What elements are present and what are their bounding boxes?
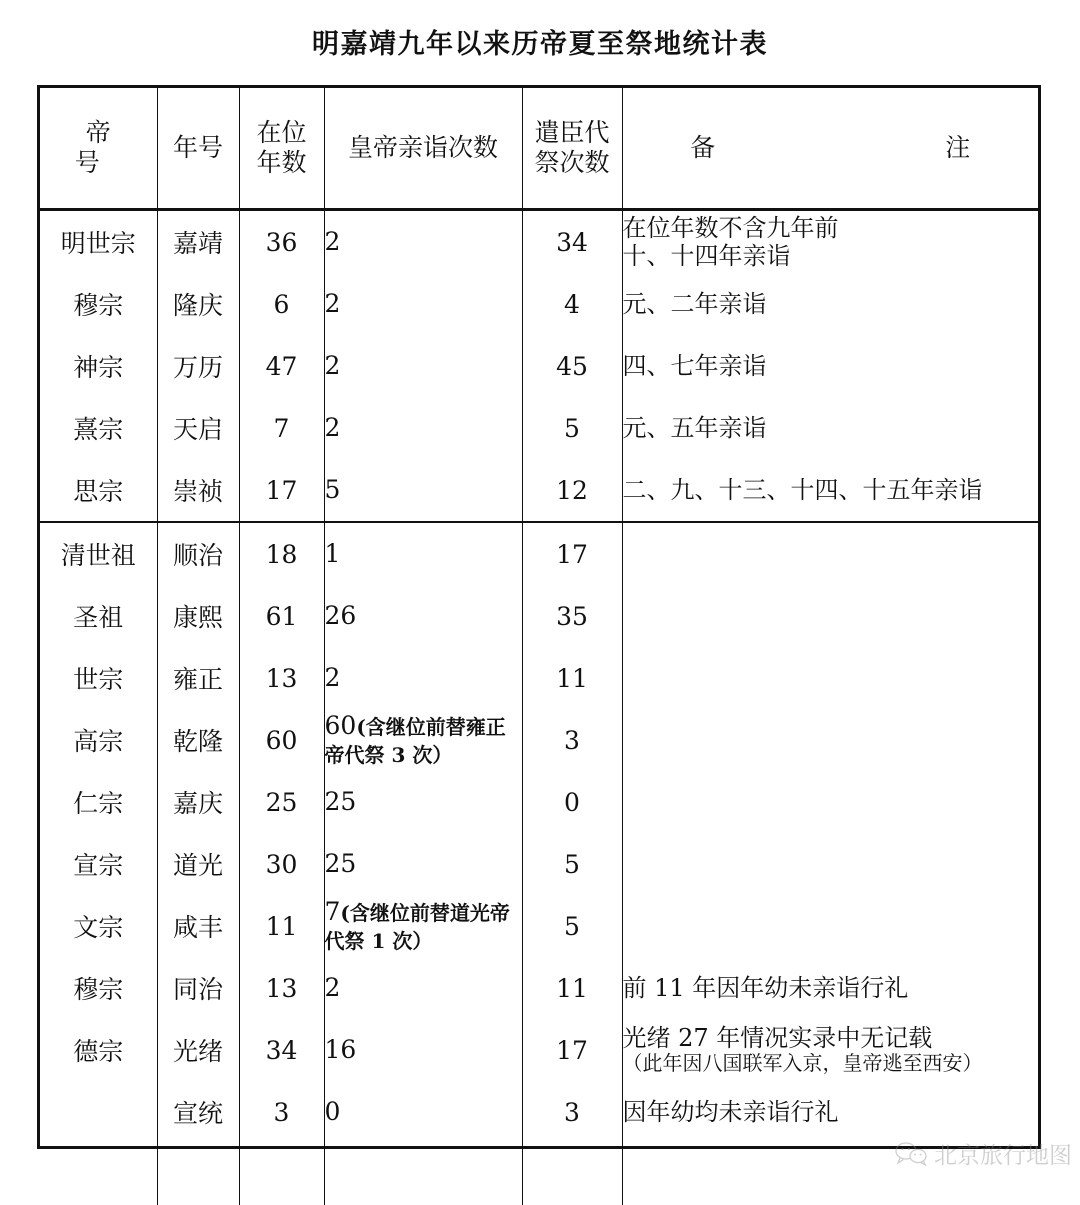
- column-header-proxy-rites-line2: 祭次数: [523, 148, 622, 179]
- cell-proxy-rites: 11: [522, 957, 622, 1019]
- cell-proxy-rites: 5: [522, 895, 622, 957]
- cell-personal-value: 2: [325, 227, 341, 256]
- cell-emperor: 穆宗: [40, 273, 157, 335]
- cell-era: 乾隆: [157, 709, 239, 771]
- cell-reign-years: 11: [239, 895, 324, 957]
- cell-remark-line1: 四、七年亲诣: [623, 352, 1039, 380]
- cell-personal-value: 2: [325, 289, 341, 318]
- cell-personal-visits: [324, 459, 522, 522]
- cell-empty: [622, 1143, 1038, 1205]
- cell-reign-years: 36: [239, 210, 324, 274]
- cell-proxy-rites: 3: [522, 1081, 622, 1143]
- cell-reign-years: 60: [239, 709, 324, 771]
- cell-remark: [622, 1081, 1038, 1143]
- table-row: [40, 585, 1038, 647]
- cell-era: 顺治: [157, 522, 239, 585]
- cell-era: 咸丰: [157, 895, 239, 957]
- statistics-table: [40, 88, 1038, 1205]
- cell-remark-line1: 二、九、十三、十四、十五年亲诣: [623, 476, 1039, 504]
- column-header-era-label: 年号: [173, 133, 223, 162]
- cell-emperor: 明世宗: [40, 210, 157, 274]
- cell-emperor: 清世祖: [40, 522, 157, 585]
- cell-proxy-rites: 34: [522, 210, 622, 274]
- cell-remark-line1: 光绪 27 年情况实录中无记载: [623, 1024, 1039, 1052]
- cell-proxy-rites: 17: [522, 1019, 622, 1081]
- cell-personal-visits: [324, 1019, 522, 1081]
- cell-era: 万历: [157, 335, 239, 397]
- cell-personal-visits: [324, 709, 522, 771]
- cell-personal-value: 26: [325, 601, 357, 630]
- cell-personal-value: 2: [325, 413, 341, 442]
- cell-era: 同治: [157, 957, 239, 1019]
- cell-remark: [622, 771, 1038, 833]
- table-row: [40, 1019, 1038, 1081]
- cell-personal-visits: [324, 1081, 522, 1143]
- cell-remark: [622, 895, 1038, 957]
- cell-emperor: 穆宗: [40, 957, 157, 1019]
- cell-proxy-rites: 45: [522, 335, 622, 397]
- table-row: [40, 459, 1038, 522]
- cell-empty: [239, 1143, 324, 1205]
- cell-remark: [622, 1019, 1038, 1081]
- cell-personal-value: 60: [325, 711, 357, 740]
- table-row: [40, 957, 1038, 1019]
- column-header-emperor: [40, 88, 157, 210]
- cell-empty: [40, 1143, 157, 1205]
- cell-remark: [622, 833, 1038, 895]
- cell-personal-visits: [324, 957, 522, 1019]
- cell-emperor: 德宗: [40, 1019, 157, 1081]
- cell-proxy-rites: 5: [522, 397, 622, 459]
- cell-personal-visits: [324, 771, 522, 833]
- cell-remark: [622, 335, 1038, 397]
- table-row: [40, 522, 1038, 585]
- table-row: [40, 1081, 1038, 1143]
- cell-emperor: 宣宗: [40, 833, 157, 895]
- cell-era: 隆庆: [157, 273, 239, 335]
- column-header-reign-years: [239, 88, 324, 210]
- cell-era: 崇祯: [157, 459, 239, 522]
- cell-personal-visits: [324, 273, 522, 335]
- cell-proxy-rites: 17: [522, 522, 622, 585]
- column-header-personal-visits-label: 皇帝亲诣次数: [348, 133, 498, 162]
- cell-remark: [622, 210, 1038, 274]
- cell-remark: [622, 647, 1038, 709]
- cell-personal-visits: [324, 397, 522, 459]
- cell-personal-visits: [324, 585, 522, 647]
- cell-remark: [622, 585, 1038, 647]
- cell-personal-note: (含继位前替雍正帝代祭 3 次）: [325, 715, 506, 767]
- cell-personal-value: 0: [325, 1097, 341, 1126]
- column-header-proxy-rites-line1: 遣臣代: [523, 118, 622, 149]
- cell-era: 光绪: [157, 1019, 239, 1081]
- cell-proxy-rites: 11: [522, 647, 622, 709]
- cell-personal-value: 7: [325, 897, 341, 926]
- cell-personal-value: 1: [325, 539, 341, 568]
- table-header: [40, 88, 1038, 210]
- cell-reign-years: 25: [239, 771, 324, 833]
- cell-era: 嘉庆: [157, 771, 239, 833]
- cell-emperor: 高宗: [40, 709, 157, 771]
- header-row: [40, 88, 1038, 210]
- cell-personal-visits: [324, 522, 522, 585]
- cell-reign-years: 34: [239, 1019, 324, 1081]
- cell-emperor: 神宗: [40, 335, 157, 397]
- cell-personal-visits: [324, 210, 522, 274]
- cell-emperor: 文宗: [40, 895, 157, 957]
- cell-reign-years: 30: [239, 833, 324, 895]
- cell-reign-years: 18: [239, 522, 324, 585]
- cell-proxy-rites: 5: [522, 833, 622, 895]
- cell-emperor: 思宗: [40, 459, 157, 522]
- cell-era: 道光: [157, 833, 239, 895]
- cell-personal-value: 25: [325, 787, 357, 816]
- column-header-personal-visits: [324, 88, 522, 210]
- cell-reign-years: 17: [239, 459, 324, 522]
- cell-proxy-rites: 4: [522, 273, 622, 335]
- cell-remark-line1: 元、五年亲诣: [623, 414, 1039, 442]
- cell-remark: [622, 273, 1038, 335]
- table-row: [40, 647, 1038, 709]
- table-row: [40, 273, 1038, 335]
- cell-reign-years: 3: [239, 1081, 324, 1143]
- cell-remark: [622, 709, 1038, 771]
- cell-remark-subnote: （此年因八国联军入京，皇帝逃至西安）: [623, 1052, 1039, 1076]
- cell-personal-value: 16: [325, 1035, 357, 1064]
- cell-reign-years: 61: [239, 585, 324, 647]
- cell-emperor: 世宗: [40, 647, 157, 709]
- table-body: [40, 210, 1038, 1205]
- table-row: [40, 709, 1038, 771]
- table-row: [40, 833, 1038, 895]
- cell-reign-years: 7: [239, 397, 324, 459]
- cell-proxy-rites: 12: [522, 459, 622, 522]
- watermark-text: 北京旅行地图: [934, 1137, 1072, 1170]
- cell-personal-visits: [324, 335, 522, 397]
- cell-personal-value: 2: [325, 973, 341, 1002]
- cell-remark: [622, 522, 1038, 585]
- cell-remark: [622, 957, 1038, 1019]
- cell-personal-value: 2: [325, 351, 341, 380]
- table-row: [40, 210, 1038, 274]
- cell-emperor: [40, 1081, 157, 1143]
- cell-personal-value: 5: [325, 475, 341, 504]
- cell-personal-note: (含继位前替道光帝代祭 1 次）: [325, 901, 510, 953]
- table-row: [40, 397, 1038, 459]
- table-filler-row: [40, 1143, 1038, 1205]
- column-header-emperor-label: 帝 号: [64, 118, 180, 178]
- cell-proxy-rites: 0: [522, 771, 622, 833]
- cell-proxy-rites: 35: [522, 585, 622, 647]
- cell-remark-line1: 前 11 年因年幼未亲诣行礼: [623, 974, 1039, 1002]
- cell-era: 雍正: [157, 647, 239, 709]
- cell-empty: [522, 1143, 622, 1205]
- cell-era: 宣统: [157, 1081, 239, 1143]
- cell-personal-value: 25: [325, 849, 357, 878]
- cell-remark: [622, 459, 1038, 522]
- cell-remark-line2: 十、十四年亲诣: [623, 242, 1039, 270]
- cell-remark: [622, 397, 1038, 459]
- cell-emperor: 圣祖: [40, 585, 157, 647]
- cell-personal-visits: [324, 647, 522, 709]
- statistics-table-container: [37, 85, 1041, 1149]
- table-row: [40, 335, 1038, 397]
- cell-reign-years: 6: [239, 273, 324, 335]
- column-header-remark: [622, 88, 1038, 210]
- column-header-reign-years-line2: 年数: [240, 148, 324, 179]
- cell-emperor: 仁宗: [40, 771, 157, 833]
- cell-personal-value: 2: [325, 663, 341, 692]
- column-header-era: [157, 88, 239, 210]
- table-row: [40, 895, 1038, 957]
- table-row: [40, 771, 1038, 833]
- cell-remark-line1: 因年幼均未亲诣行礼: [623, 1098, 1039, 1126]
- cell-empty: [324, 1143, 522, 1205]
- column-header-reign-years-line1: 在位: [240, 118, 324, 149]
- cell-empty: [157, 1143, 239, 1205]
- column-header-proxy-rites: [522, 88, 622, 210]
- cell-emperor: 熹宗: [40, 397, 157, 459]
- cell-personal-visits: [324, 833, 522, 895]
- cell-reign-years: 13: [239, 957, 324, 1019]
- cell-era: 天启: [157, 397, 239, 459]
- page-title: 明嘉靖九年以来历帝夏至祭地统计表: [0, 22, 1080, 61]
- cell-reign-years: 13: [239, 647, 324, 709]
- cell-proxy-rites: 3: [522, 709, 622, 771]
- column-header-remark-label: 备 注: [630, 133, 1030, 162]
- cell-era: 嘉靖: [157, 210, 239, 274]
- cell-remark-line1: 元、二年亲诣: [623, 290, 1039, 318]
- cell-personal-visits: [324, 895, 522, 957]
- cell-remark-line1: 在位年数不含九年前: [623, 214, 1039, 242]
- cell-reign-years: 47: [239, 335, 324, 397]
- cell-era: 康熙: [157, 585, 239, 647]
